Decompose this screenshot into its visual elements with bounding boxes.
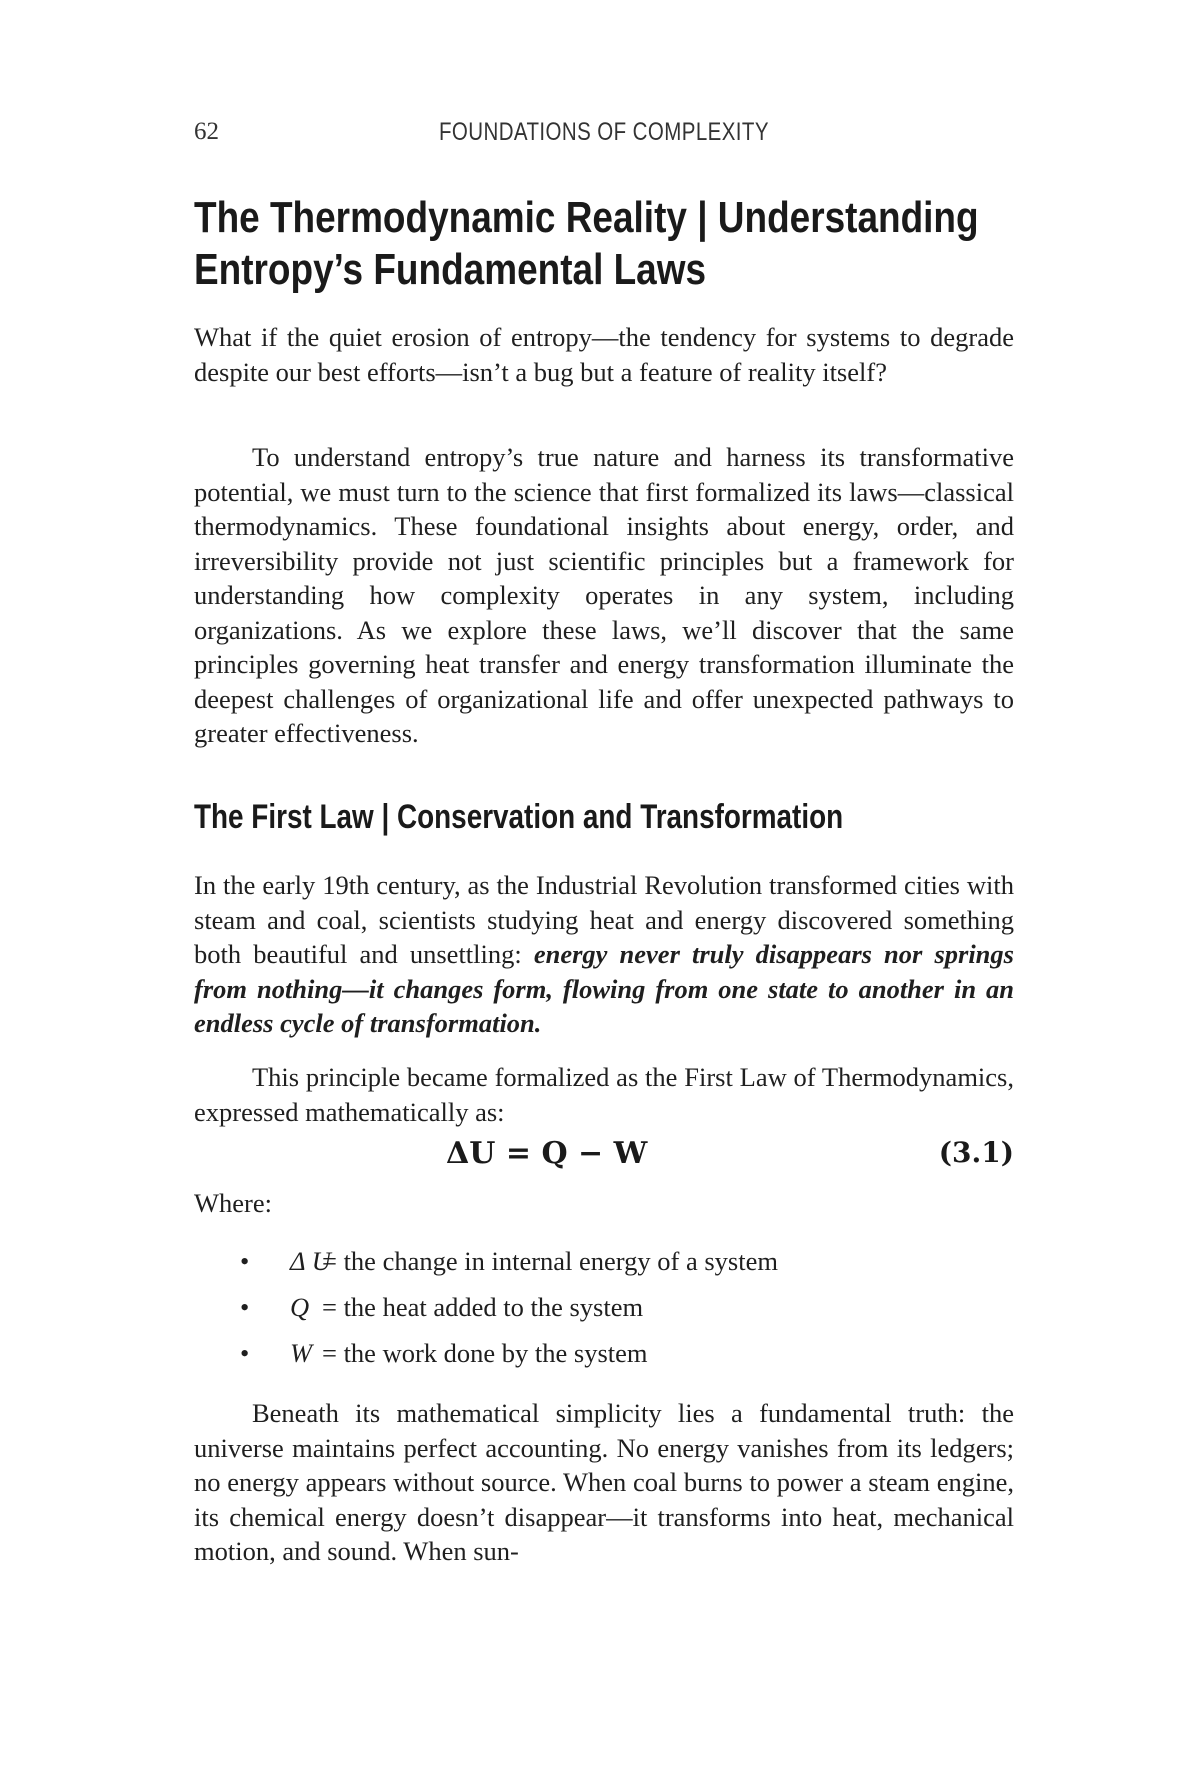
understanding-paragraph: To understand entropy’s true nature and harness its transformative potential, we must turn to the science that first formalized its laws—classical thermodynamics. These foundational insights about energy, order, and irreversibility provide not just scientific principles but a framework for understanding how complexity operates in any system, including organizations. As we explore these laws, we’ll discover that the same principles governing heat transfer and energy transformation illuminate the deepest challenges of organizational life and offer unexpected pathways to greater effectiveness. (194, 442, 1014, 748)
equation: ΔU = Q − W (446, 1136, 648, 1171)
running-head (194, 118, 1014, 152)
first-law-text: In the early 19th century, as the Industrial Revolution transformed cities with steam and coal, scientists studying heat and energy discovered something both beautiful and unsettling: (194, 870, 1014, 969)
bullet-icon: • (240, 1292, 250, 1322)
variable-description: = the heat added to the system (322, 1292, 644, 1322)
bullet-icon: • (240, 1246, 250, 1276)
page-number: 62 (194, 118, 219, 145)
formalization-paragraph: This principle became formalized as the First Law of Thermodynamics, expressed mathematically as: (194, 1062, 1014, 1127)
variable-symbol: W (290, 1338, 313, 1368)
variable-description: = the change in internal energy of a system (322, 1246, 778, 1276)
bullet-icon: • (240, 1338, 250, 1368)
list-item (194, 1290, 1014, 1336)
intro-paragraph: What if the quiet erosion of entropy—the tendency for systems to degrade despite our best efforts—isn’t a bug but a feature of reality itself? (194, 322, 1014, 387)
variable-list (194, 1244, 1014, 1382)
running-title: FOUNDATIONS OF COMPLEXITY (439, 118, 769, 146)
equation-number: (3.1) (938, 1136, 1014, 1169)
first-law-emphasis: energy never truly disappears nor springs from nothing—it changes form, flowing from one state to another in an endless cycle of transformation. (194, 939, 1014, 1038)
list-item (194, 1244, 1014, 1290)
book-page (194, 0, 1014, 1776)
variable-symbol: Δ U (290, 1246, 331, 1276)
chapter-title: The Thermodynamic Reality | Understanding Entropy’s Fundamental Laws (194, 193, 979, 294)
variable-description: = the work done by the system (322, 1338, 648, 1368)
simplicity-paragraph: Beneath its mathematical simplicity lies a fundamental truth: the universe maintains perfect accounting. No energy vanishes from its ledgers; no energy appears without source. When coal burns to power a steam engine, its chemical energy doesn’t disappear—it transforms into heat, mechanical motion, and sound. When sun- (194, 1398, 1014, 1566)
first-law-paragraph (194, 868, 1014, 1041)
variable-symbol: Q (290, 1292, 310, 1322)
equation-row (194, 1136, 1014, 1176)
where-label: Where: (194, 1188, 272, 1218)
list-item (194, 1336, 1014, 1382)
section-title: The First Law | Conservation and Transformation (194, 798, 844, 836)
